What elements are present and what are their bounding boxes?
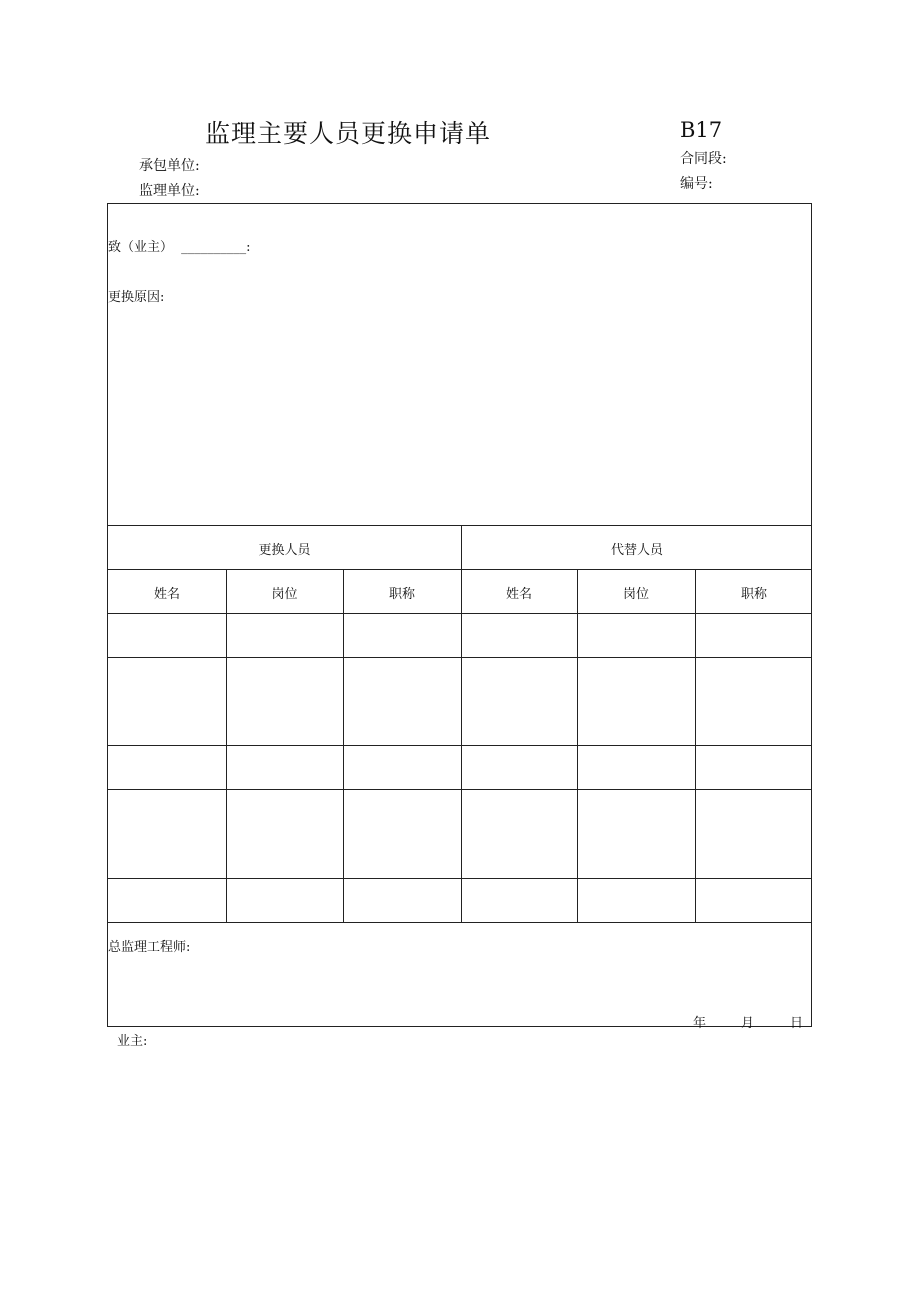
column-header-name: 姓名 <box>153 587 180 602</box>
column-header-name: 姓名 <box>505 587 532 602</box>
chief-engineer-label: 总监理工程师: <box>108 940 191 955</box>
contract-section-label: 合同段: <box>680 151 727 167</box>
supervisor-label: 监理单位: <box>139 183 200 199</box>
application-form <box>107 203 812 1031</box>
form-code: B17 <box>680 118 723 142</box>
date-year: 年 <box>693 1016 707 1031</box>
owner-label: 业主: <box>117 1034 148 1049</box>
date-month: 月 <box>741 1016 755 1031</box>
replaced-group-header: 更换人员 <box>258 543 311 558</box>
column-header-title: 职称 <box>740 587 767 602</box>
column-header-title: 职称 <box>388 587 415 602</box>
contractor-label: 承包单位: <box>139 158 200 174</box>
table-row[interactable] <box>108 746 813 789</box>
column-header-line <box>108 613 811 614</box>
table-row[interactable] <box>108 879 813 922</box>
column-header-post: 岗位 <box>271 587 298 602</box>
reason-label: 更换原因: <box>108 290 165 305</box>
to-owner-row <box>108 236 251 255</box>
table-top-line <box>108 525 811 526</box>
table-bottom-line <box>108 922 811 923</box>
column-header-post: 岗位 <box>622 587 649 602</box>
page-title: 监理主要人员更换申请单 <box>205 119 492 148</box>
table-row[interactable] <box>108 658 813 745</box>
reason-field[interactable] <box>108 304 808 519</box>
to-owner-label: 致（业主） <box>108 240 174 255</box>
to-owner-blank[interactable]: __________: <box>181 240 251 255</box>
date-day: 日 <box>790 1016 804 1031</box>
table-row[interactable] <box>108 790 813 878</box>
substitute-group-header: 代替人员 <box>610 543 663 558</box>
group-header-line <box>108 569 811 570</box>
number-label: 编号: <box>680 176 713 192</box>
